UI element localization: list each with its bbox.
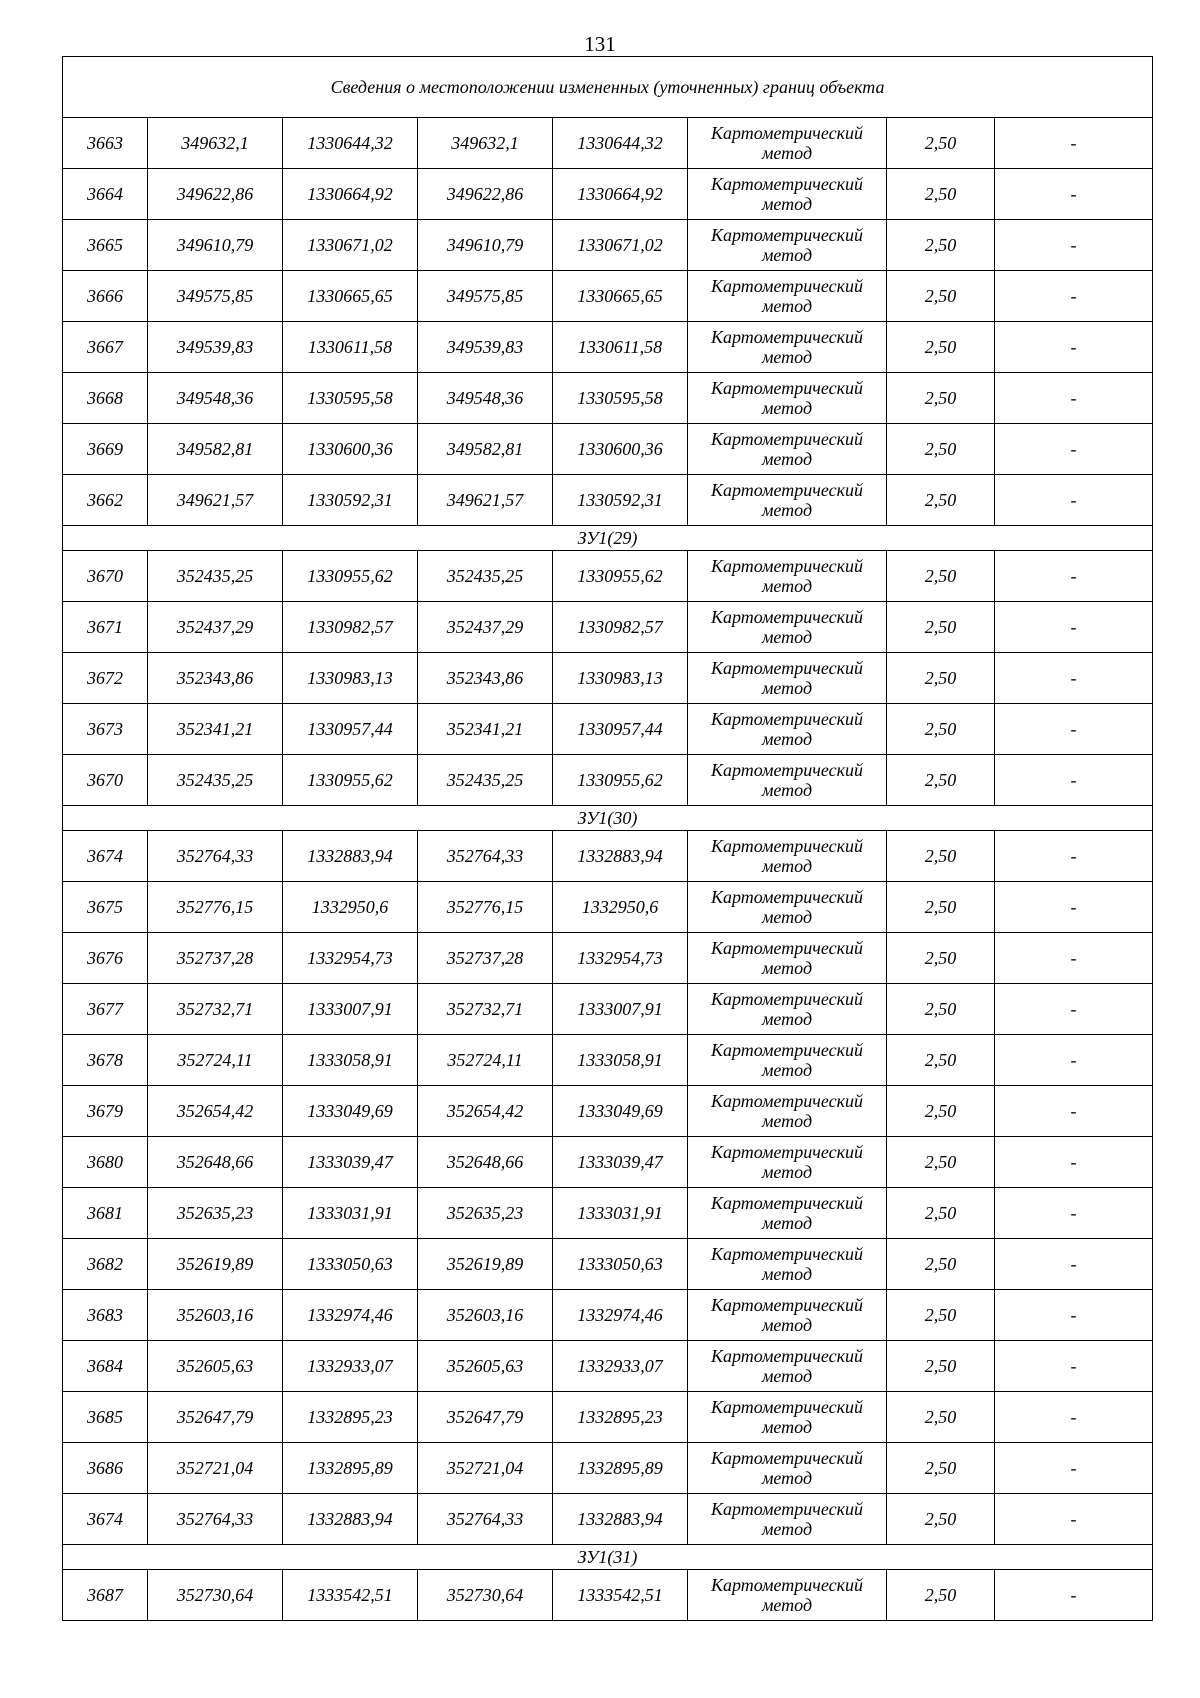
method-text: Картометрический метод xyxy=(710,429,863,469)
method-cell xyxy=(688,1188,887,1239)
x-new-cell: 349621,57 xyxy=(418,475,553,526)
y-old-cell: 1330983,13 xyxy=(283,653,418,704)
method-text: Картометрический метод xyxy=(710,607,863,647)
point-number-cell: 3680 xyxy=(63,1137,148,1188)
accuracy-cell: 2,50 xyxy=(887,1392,995,1443)
table-row xyxy=(63,322,1153,373)
y-new-cell: 1332954,73 xyxy=(553,933,688,984)
method-text: Картометрический метод xyxy=(710,1499,863,1539)
description-cell: - xyxy=(995,424,1153,475)
point-number-cell: 3678 xyxy=(63,1035,148,1086)
method-text: Картометрический метод xyxy=(710,327,863,367)
x-new-cell: 352737,28 xyxy=(418,933,553,984)
description-cell: - xyxy=(995,475,1153,526)
y-new-cell: 1332933,07 xyxy=(553,1341,688,1392)
accuracy-cell: 2,50 xyxy=(887,602,995,653)
y-new-cell: 1332883,94 xyxy=(553,831,688,882)
x-old-cell: 352605,63 xyxy=(148,1341,283,1392)
table-row xyxy=(63,475,1153,526)
point-number-cell: 3672 xyxy=(63,653,148,704)
point-number-cell: 3675 xyxy=(63,882,148,933)
accuracy-cell: 2,50 xyxy=(887,1035,995,1086)
y-old-cell: 1332950,6 xyxy=(283,882,418,933)
method-cell xyxy=(688,1137,887,1188)
x-old-cell: 352619,89 xyxy=(148,1239,283,1290)
y-new-cell: 1332895,23 xyxy=(553,1392,688,1443)
method-text: Картометрический метод xyxy=(710,480,863,520)
y-new-cell: 1330600,36 xyxy=(553,424,688,475)
description-cell: - xyxy=(995,1443,1153,1494)
point-number-cell: 3687 xyxy=(63,1570,148,1621)
description-cell: - xyxy=(995,1035,1153,1086)
point-number-cell: 3679 xyxy=(63,1086,148,1137)
point-number-cell: 3666 xyxy=(63,271,148,322)
method-cell xyxy=(688,1239,887,1290)
accuracy-cell: 2,50 xyxy=(887,1494,995,1545)
method-cell xyxy=(688,475,887,526)
x-old-cell: 352737,28 xyxy=(148,933,283,984)
accuracy-cell: 2,50 xyxy=(887,984,995,1035)
method-text: Картометрический метод xyxy=(710,1091,863,1131)
method-cell xyxy=(688,271,887,322)
description-cell: - xyxy=(995,322,1153,373)
y-new-cell: 1330957,44 xyxy=(553,704,688,755)
accuracy-cell: 2,50 xyxy=(887,322,995,373)
point-number-cell: 3686 xyxy=(63,1443,148,1494)
point-number-cell: 3684 xyxy=(63,1341,148,1392)
method-text: Картометрический метод xyxy=(710,836,863,876)
x-new-cell: 352341,21 xyxy=(418,704,553,755)
description-cell: - xyxy=(995,1341,1153,1392)
method-cell xyxy=(688,1290,887,1341)
method-text: Картометрический метод xyxy=(710,174,863,214)
x-new-cell: 352776,15 xyxy=(418,882,553,933)
x-old-cell: 352776,15 xyxy=(148,882,283,933)
table-row xyxy=(63,118,1153,169)
description-cell: - xyxy=(995,271,1153,322)
accuracy-cell: 2,50 xyxy=(887,271,995,322)
x-old-cell: 352730,64 xyxy=(148,1570,283,1621)
y-new-cell: 1333031,91 xyxy=(553,1188,688,1239)
description-cell: - xyxy=(995,118,1153,169)
point-number-cell: 3668 xyxy=(63,373,148,424)
x-old-cell: 352732,71 xyxy=(148,984,283,1035)
method-cell xyxy=(688,933,887,984)
table-title-row xyxy=(63,57,1153,118)
method-cell xyxy=(688,373,887,424)
method-text: Картометрический метод xyxy=(710,1295,863,1335)
method-text: Картометрический метод xyxy=(710,989,863,1029)
method-text: Картометрический метод xyxy=(710,1575,863,1615)
section-header-row xyxy=(63,806,1153,831)
method-text: Картометрический метод xyxy=(710,1040,863,1080)
x-old-cell: 349622,86 xyxy=(148,169,283,220)
x-old-cell: 352724,11 xyxy=(148,1035,283,1086)
point-number-cell: 3670 xyxy=(63,755,148,806)
y-new-cell: 1332950,6 xyxy=(553,882,688,933)
table-body xyxy=(63,57,1153,1621)
y-old-cell: 1332895,23 xyxy=(283,1392,418,1443)
y-new-cell: 1332974,46 xyxy=(553,1290,688,1341)
accuracy-cell: 2,50 xyxy=(887,1239,995,1290)
description-cell: - xyxy=(995,984,1153,1035)
accuracy-cell: 2,50 xyxy=(887,373,995,424)
y-new-cell: 1330592,31 xyxy=(553,475,688,526)
x-new-cell: 352730,64 xyxy=(418,1570,553,1621)
point-number-cell: 3674 xyxy=(63,1494,148,1545)
description-cell: - xyxy=(995,882,1153,933)
method-text: Картометрический метод xyxy=(710,658,863,698)
y-old-cell: 1333050,63 xyxy=(283,1239,418,1290)
point-number-cell: 3662 xyxy=(63,475,148,526)
method-cell xyxy=(688,755,887,806)
y-old-cell: 1332933,07 xyxy=(283,1341,418,1392)
method-text: Картометрический метод xyxy=(710,276,863,316)
method-text: Картометрический метод xyxy=(710,760,863,800)
point-number-cell: 3676 xyxy=(63,933,148,984)
accuracy-cell: 2,50 xyxy=(887,1137,995,1188)
method-cell xyxy=(688,1443,887,1494)
description-cell: - xyxy=(995,755,1153,806)
method-text: Картометрический метод xyxy=(710,1346,863,1386)
x-old-cell: 352647,79 xyxy=(148,1392,283,1443)
y-old-cell: 1332883,94 xyxy=(283,1494,418,1545)
x-new-cell: 352437,29 xyxy=(418,602,553,653)
y-old-cell: 1332883,94 xyxy=(283,831,418,882)
y-new-cell: 1330611,58 xyxy=(553,322,688,373)
description-cell: - xyxy=(995,1570,1153,1621)
method-text: Картометрический метод xyxy=(710,556,863,596)
method-text: Картометрический метод xyxy=(710,378,863,418)
point-number-cell: 3682 xyxy=(63,1239,148,1290)
method-cell xyxy=(688,1086,887,1137)
x-new-cell: 352721,04 xyxy=(418,1443,553,1494)
y-old-cell: 1330595,58 xyxy=(283,373,418,424)
x-old-cell: 352648,66 xyxy=(148,1137,283,1188)
x-new-cell: 352732,71 xyxy=(418,984,553,1035)
point-number-cell: 3671 xyxy=(63,602,148,653)
x-new-cell: 349539,83 xyxy=(418,322,553,373)
table-row xyxy=(63,1392,1153,1443)
accuracy-cell: 2,50 xyxy=(887,1443,995,1494)
description-cell: - xyxy=(995,1392,1153,1443)
description-cell: - xyxy=(995,933,1153,984)
table-row xyxy=(63,1137,1153,1188)
y-old-cell: 1330671,02 xyxy=(283,220,418,271)
x-old-cell: 352437,29 xyxy=(148,602,283,653)
x-new-cell: 352647,79 xyxy=(418,1392,553,1443)
accuracy-cell: 2,50 xyxy=(887,475,995,526)
point-number-cell: 3681 xyxy=(63,1188,148,1239)
method-text: Картометрический метод xyxy=(710,1193,863,1233)
x-new-cell: 352605,63 xyxy=(418,1341,553,1392)
y-old-cell: 1330955,62 xyxy=(283,755,418,806)
page-number: 131 xyxy=(584,32,616,56)
y-new-cell: 1330595,58 xyxy=(553,373,688,424)
point-number-cell: 3673 xyxy=(63,704,148,755)
accuracy-cell: 2,50 xyxy=(887,424,995,475)
section-header-row xyxy=(63,1545,1153,1570)
table-row xyxy=(63,1035,1153,1086)
x-new-cell: 352764,33 xyxy=(418,831,553,882)
method-cell xyxy=(688,653,887,704)
x-new-cell: 349582,81 xyxy=(418,424,553,475)
x-new-cell: 352724,11 xyxy=(418,1035,553,1086)
method-cell xyxy=(688,1494,887,1545)
section-label: ЗУ1(29) xyxy=(63,526,1153,551)
table-row xyxy=(63,1188,1153,1239)
method-cell xyxy=(688,882,887,933)
table-row xyxy=(63,1341,1153,1392)
x-old-cell: 349610,79 xyxy=(148,220,283,271)
accuracy-cell: 2,50 xyxy=(887,831,995,882)
y-new-cell: 1330665,65 xyxy=(553,271,688,322)
x-new-cell: 352654,42 xyxy=(418,1086,553,1137)
y-old-cell: 1330955,62 xyxy=(283,551,418,602)
x-new-cell: 352435,25 xyxy=(418,755,553,806)
table-row xyxy=(63,1290,1153,1341)
table-row xyxy=(63,704,1153,755)
point-number-cell: 3664 xyxy=(63,169,148,220)
y-old-cell: 1330957,44 xyxy=(283,704,418,755)
table-row xyxy=(63,1570,1153,1621)
y-old-cell: 1332974,46 xyxy=(283,1290,418,1341)
table-row xyxy=(63,1239,1153,1290)
point-number-cell: 3663 xyxy=(63,118,148,169)
description-cell: - xyxy=(995,373,1153,424)
y-old-cell: 1330592,31 xyxy=(283,475,418,526)
y-new-cell: 1330982,57 xyxy=(553,602,688,653)
x-old-cell: 349621,57 xyxy=(148,475,283,526)
y-old-cell: 1330644,32 xyxy=(283,118,418,169)
x-old-cell: 352654,42 xyxy=(148,1086,283,1137)
method-text: Картометрический метод xyxy=(710,1142,863,1182)
table-row xyxy=(63,882,1153,933)
method-cell xyxy=(688,984,887,1035)
point-number-cell: 3683 xyxy=(63,1290,148,1341)
method-text: Картометрический метод xyxy=(710,1448,863,1488)
y-old-cell: 1330665,65 xyxy=(283,271,418,322)
method-text: Картометрический метод xyxy=(710,887,863,927)
x-new-cell: 352648,66 xyxy=(418,1137,553,1188)
description-cell: - xyxy=(995,653,1153,704)
x-new-cell: 352603,16 xyxy=(418,1290,553,1341)
accuracy-cell: 2,50 xyxy=(887,1188,995,1239)
description-cell: - xyxy=(995,169,1153,220)
section-header-row xyxy=(63,526,1153,551)
method-cell xyxy=(688,551,887,602)
x-old-cell: 349632,1 xyxy=(148,118,283,169)
y-old-cell: 1332895,89 xyxy=(283,1443,418,1494)
method-text: Картометрический метод xyxy=(710,123,863,163)
x-old-cell: 349575,85 xyxy=(148,271,283,322)
accuracy-cell: 2,50 xyxy=(887,551,995,602)
method-cell xyxy=(688,1035,887,1086)
x-new-cell: 352343,86 xyxy=(418,653,553,704)
section-label: ЗУ1(30) xyxy=(63,806,1153,831)
method-cell xyxy=(688,1570,887,1621)
x-old-cell: 349582,81 xyxy=(148,424,283,475)
x-old-cell: 352635,23 xyxy=(148,1188,283,1239)
description-cell: - xyxy=(995,1239,1153,1290)
table-row xyxy=(63,373,1153,424)
description-cell: - xyxy=(995,220,1153,271)
method-cell xyxy=(688,1392,887,1443)
point-number-cell: 3665 xyxy=(63,220,148,271)
table-row xyxy=(63,984,1153,1035)
method-cell xyxy=(688,322,887,373)
x-old-cell: 352343,86 xyxy=(148,653,283,704)
y-new-cell: 1330671,02 xyxy=(553,220,688,271)
accuracy-cell: 2,50 xyxy=(887,1086,995,1137)
section-label: ЗУ1(31) xyxy=(63,1545,1153,1570)
description-cell: - xyxy=(995,831,1153,882)
y-new-cell: 1333039,47 xyxy=(553,1137,688,1188)
y-new-cell: 1333058,91 xyxy=(553,1035,688,1086)
description-cell: - xyxy=(995,602,1153,653)
y-old-cell: 1333039,47 xyxy=(283,1137,418,1188)
method-text: Картометрический метод xyxy=(710,1397,863,1437)
y-old-cell: 1330664,92 xyxy=(283,169,418,220)
x-new-cell: 352635,23 xyxy=(418,1188,553,1239)
description-cell: - xyxy=(995,1188,1153,1239)
x-old-cell: 352764,33 xyxy=(148,831,283,882)
y-old-cell: 1333542,51 xyxy=(283,1570,418,1621)
y-new-cell: 1330664,92 xyxy=(553,169,688,220)
accuracy-cell: 2,50 xyxy=(887,118,995,169)
x-old-cell: 352435,25 xyxy=(148,755,283,806)
method-cell xyxy=(688,118,887,169)
y-old-cell: 1330611,58 xyxy=(283,322,418,373)
table-row xyxy=(63,831,1153,882)
description-cell: - xyxy=(995,1086,1153,1137)
accuracy-cell: 2,50 xyxy=(887,1570,995,1621)
x-new-cell: 349548,36 xyxy=(418,373,553,424)
method-cell xyxy=(688,220,887,271)
method-cell xyxy=(688,831,887,882)
method-text: Картометрический метод xyxy=(710,709,863,749)
method-cell xyxy=(688,704,887,755)
point-number-cell: 3669 xyxy=(63,424,148,475)
point-number-cell: 3677 xyxy=(63,984,148,1035)
y-old-cell: 1330982,57 xyxy=(283,602,418,653)
table-title: Сведения о местоположении измененных (уточненных) границ объекта xyxy=(63,57,1153,118)
y-old-cell: 1333058,91 xyxy=(283,1035,418,1086)
y-new-cell: 1333007,91 xyxy=(553,984,688,1035)
y-old-cell: 1333031,91 xyxy=(283,1188,418,1239)
y-new-cell: 1330983,13 xyxy=(553,653,688,704)
x-old-cell: 349539,83 xyxy=(148,322,283,373)
accuracy-cell: 2,50 xyxy=(887,933,995,984)
table-row xyxy=(63,551,1153,602)
x-old-cell: 349548,36 xyxy=(148,373,283,424)
table-row xyxy=(63,271,1153,322)
method-cell xyxy=(688,169,887,220)
boundary-coordinates-table xyxy=(62,56,1153,1621)
x-new-cell: 349632,1 xyxy=(418,118,553,169)
method-cell xyxy=(688,1341,887,1392)
y-old-cell: 1333007,91 xyxy=(283,984,418,1035)
table-row xyxy=(63,220,1153,271)
y-new-cell: 1330644,32 xyxy=(553,118,688,169)
description-cell: - xyxy=(995,1137,1153,1188)
point-number-cell: 3685 xyxy=(63,1392,148,1443)
point-number-cell: 3667 xyxy=(63,322,148,373)
y-new-cell: 1333050,63 xyxy=(553,1239,688,1290)
table-row xyxy=(63,933,1153,984)
y-old-cell: 1330600,36 xyxy=(283,424,418,475)
method-text: Картометрический метод xyxy=(710,225,863,265)
x-new-cell: 349622,86 xyxy=(418,169,553,220)
accuracy-cell: 2,50 xyxy=(887,1290,995,1341)
table-row xyxy=(63,424,1153,475)
table-row xyxy=(63,1086,1153,1137)
accuracy-cell: 2,50 xyxy=(887,882,995,933)
description-cell: - xyxy=(995,704,1153,755)
description-cell: - xyxy=(995,1494,1153,1545)
y-old-cell: 1333049,69 xyxy=(283,1086,418,1137)
table-row xyxy=(63,602,1153,653)
y-new-cell: 1333049,69 xyxy=(553,1086,688,1137)
point-number-cell: 3670 xyxy=(63,551,148,602)
y-new-cell: 1330955,62 xyxy=(553,755,688,806)
x-old-cell: 352764,33 xyxy=(148,1494,283,1545)
y-new-cell: 1332883,94 xyxy=(553,1494,688,1545)
x-new-cell: 349610,79 xyxy=(418,220,553,271)
x-old-cell: 352603,16 xyxy=(148,1290,283,1341)
method-cell xyxy=(688,602,887,653)
x-new-cell: 352435,25 xyxy=(418,551,553,602)
description-cell: - xyxy=(995,551,1153,602)
y-new-cell: 1332895,89 xyxy=(553,1443,688,1494)
x-new-cell: 352764,33 xyxy=(418,1494,553,1545)
x-old-cell: 352721,04 xyxy=(148,1443,283,1494)
table-row xyxy=(63,1443,1153,1494)
method-text: Картометрический метод xyxy=(710,938,863,978)
x-new-cell: 352619,89 xyxy=(418,1239,553,1290)
accuracy-cell: 2,50 xyxy=(887,755,995,806)
accuracy-cell: 2,50 xyxy=(887,169,995,220)
y-old-cell: 1332954,73 xyxy=(283,933,418,984)
point-number-cell: 3674 xyxy=(63,831,148,882)
table-row xyxy=(63,1494,1153,1545)
accuracy-cell: 2,50 xyxy=(887,653,995,704)
y-new-cell: 1330955,62 xyxy=(553,551,688,602)
x-old-cell: 352435,25 xyxy=(148,551,283,602)
accuracy-cell: 2,50 xyxy=(887,1341,995,1392)
x-old-cell: 352341,21 xyxy=(148,704,283,755)
method-text: Картометрический метод xyxy=(710,1244,863,1284)
accuracy-cell: 2,50 xyxy=(887,704,995,755)
table-row xyxy=(63,653,1153,704)
table-row xyxy=(63,755,1153,806)
description-cell: - xyxy=(995,1290,1153,1341)
accuracy-cell: 2,50 xyxy=(887,220,995,271)
x-new-cell: 349575,85 xyxy=(418,271,553,322)
table-row xyxy=(63,169,1153,220)
y-new-cell: 1333542,51 xyxy=(553,1570,688,1621)
method-cell xyxy=(688,424,887,475)
